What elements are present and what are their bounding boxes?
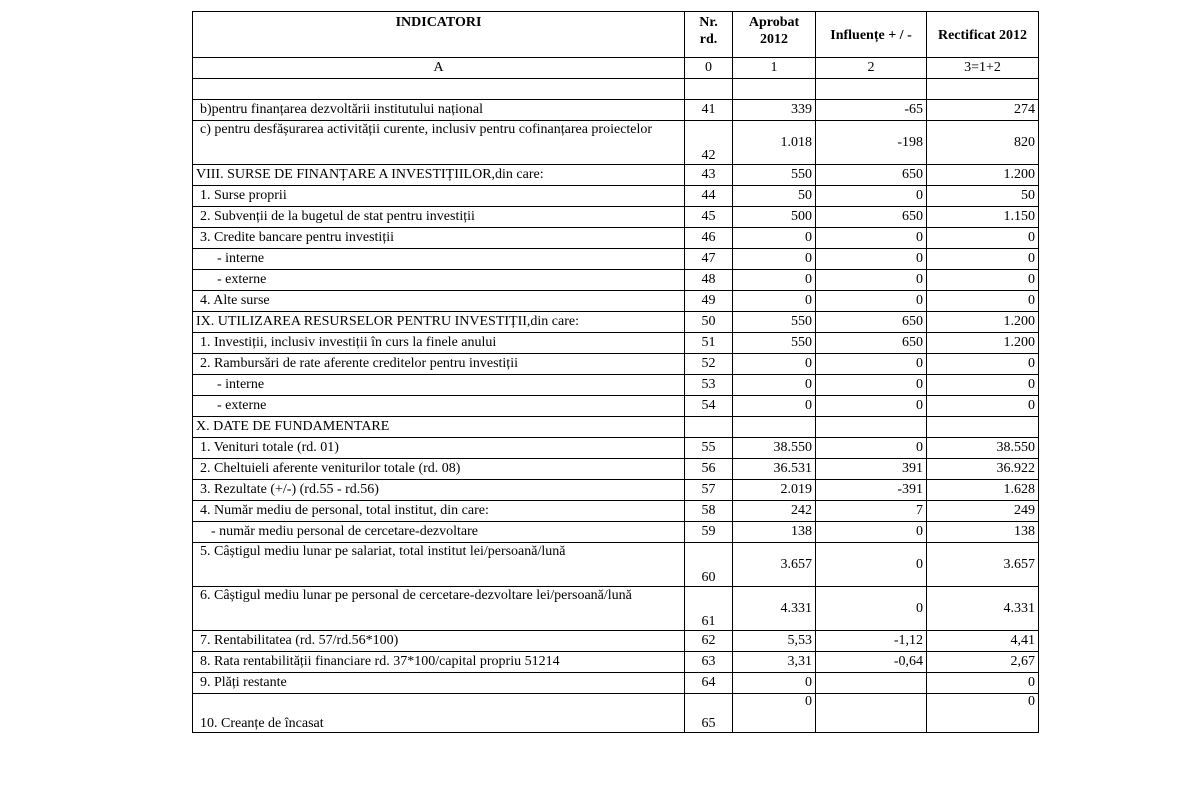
table-row <box>193 249 1039 270</box>
value-rectificat: 0 <box>927 228 1039 249</box>
row-number: 46 <box>685 228 733 249</box>
row-number: 51 <box>685 333 733 354</box>
row-number: 42 <box>685 121 733 165</box>
header-rectificat: Rectificat 2012 <box>927 12 1039 58</box>
row-number: 58 <box>685 501 733 522</box>
value-rectificat <box>927 417 1039 438</box>
value-rectificat: 0 <box>927 249 1039 270</box>
row-label: b)pentru finanțarea dezvoltării institutului național <box>193 100 685 121</box>
row-label: 2. Rambursări de rate aferente creditelor pentru investiții <box>193 354 685 375</box>
value-rectificat: 4,41 <box>927 631 1039 652</box>
value-aprobat <box>733 417 816 438</box>
value-aprobat: 0 <box>733 291 816 312</box>
value-influente: 650 <box>816 207 927 228</box>
value-influente: 0 <box>816 270 927 291</box>
value-aprobat: 36.531 <box>733 459 816 480</box>
empty-row <box>193 79 1039 100</box>
table-row <box>193 186 1039 207</box>
value-aprobat: 0 <box>733 375 816 396</box>
table-row <box>193 631 1039 652</box>
value-rectificat: 38.550 <box>927 438 1039 459</box>
value-aprobat: 3,31 <box>733 652 816 673</box>
value-influente: -1,12 <box>816 631 927 652</box>
row-number: 53 <box>685 375 733 396</box>
table-row <box>193 270 1039 291</box>
value-influente: 391 <box>816 459 927 480</box>
row-number <box>685 417 733 438</box>
value-aprobat: 0 <box>733 249 816 270</box>
table-row <box>193 375 1039 396</box>
table-row <box>193 522 1039 543</box>
value-rectificat: 36.922 <box>927 459 1039 480</box>
table-row <box>193 694 1039 733</box>
value-aprobat: 1.018 <box>733 121 816 165</box>
row-number: 61 <box>685 587 733 631</box>
value-rectificat: 1.628 <box>927 480 1039 501</box>
table-row <box>193 121 1039 165</box>
value-aprobat: 0 <box>733 396 816 417</box>
row-number: 55 <box>685 438 733 459</box>
value-influente: 0 <box>816 438 927 459</box>
row-number: 60 <box>685 543 733 587</box>
value-rectificat: 138 <box>927 522 1039 543</box>
value-aprobat: 550 <box>733 312 816 333</box>
row-number: 41 <box>685 100 733 121</box>
row-number: 50 <box>685 312 733 333</box>
value-rectificat: 1.200 <box>927 333 1039 354</box>
value-aprobat: 0 <box>733 270 816 291</box>
empty-cell <box>193 79 685 100</box>
table-row <box>193 587 1039 631</box>
header-aprobat: Aprobat 2012 <box>733 12 816 58</box>
row-label: 1. Surse proprii <box>193 186 685 207</box>
value-rectificat: 2,67 <box>927 652 1039 673</box>
row-label: X. DATE DE FUNDAMENTARE <box>193 417 685 438</box>
row-label: 4. Număr mediu de personal, total institut, din care: <box>193 501 685 522</box>
value-aprobat: 0 <box>733 228 816 249</box>
row-label: 8. Rata rentabilității financiare rd. 37*100/capital propriu 51214 <box>193 652 685 673</box>
row-number: 54 <box>685 396 733 417</box>
row-label: 10. Creanțe de încasat <box>193 694 685 733</box>
value-influente: 650 <box>816 165 927 186</box>
value-influente: 650 <box>816 333 927 354</box>
value-aprobat: 2.019 <box>733 480 816 501</box>
row-label: IX. UTILIZAREA RESURSELOR PENTRU INVESTIȚII,din care: <box>193 312 685 333</box>
value-influente: 0 <box>816 354 927 375</box>
value-rectificat: 0 <box>927 375 1039 396</box>
table-row <box>193 501 1039 522</box>
row-label: 1. Venituri totale (rd. 01) <box>193 438 685 459</box>
row-label: 3. Rezultate (+/-) (rd.55 - rd.56) <box>193 480 685 501</box>
table-row <box>193 543 1039 587</box>
row-number: 48 <box>685 270 733 291</box>
row-label: 7. Rentabilitatea (rd. 57/rd.56*100) <box>193 631 685 652</box>
value-aprobat: 3.657 <box>733 543 816 587</box>
value-aprobat: 4.331 <box>733 587 816 631</box>
value-influente: 0 <box>816 587 927 631</box>
value-aprobat: 500 <box>733 207 816 228</box>
subheader-influente: 2 <box>816 58 927 79</box>
table-row <box>193 459 1039 480</box>
empty-cell <box>816 79 927 100</box>
row-label: 2. Cheltuieli aferente veniturilor totale (rd. 08) <box>193 459 685 480</box>
value-rectificat: 0 <box>927 270 1039 291</box>
table-row <box>193 207 1039 228</box>
value-influente: -391 <box>816 480 927 501</box>
value-aprobat: 38.550 <box>733 438 816 459</box>
table-row <box>193 312 1039 333</box>
header-influente: Influențe + / - <box>816 12 927 58</box>
header-nr-rd: Nr. rd. <box>685 12 733 58</box>
subheader-nr: 0 <box>685 58 733 79</box>
header-row <box>193 12 1039 58</box>
row-number: 56 <box>685 459 733 480</box>
value-influente <box>816 673 927 694</box>
table-row <box>193 291 1039 312</box>
row-label: - interne <box>193 249 685 270</box>
value-rectificat: 1.200 <box>927 312 1039 333</box>
row-label: 6. Câștigul mediu lunar pe personal de cercetare-dezvoltare lei/persoană/lună <box>193 587 685 631</box>
value-influente: 0 <box>816 249 927 270</box>
value-rectificat: 249 <box>927 501 1039 522</box>
row-number: 45 <box>685 207 733 228</box>
empty-cell <box>927 79 1039 100</box>
header-indicatori: INDICATORI <box>193 12 685 58</box>
subheader-row <box>193 58 1039 79</box>
value-influente: 7 <box>816 501 927 522</box>
value-rectificat: 4.331 <box>927 587 1039 631</box>
value-influente: -65 <box>816 100 927 121</box>
row-label: c) pentru desfășurarea activității curente, inclusiv pentru cofinanțarea proiectelor <box>193 121 685 165</box>
row-label: 3. Credite bancare pentru investiții <box>193 228 685 249</box>
value-rectificat: 0 <box>927 694 1039 733</box>
value-influente <box>816 417 927 438</box>
table-row <box>193 396 1039 417</box>
row-number: 44 <box>685 186 733 207</box>
value-rectificat: 274 <box>927 100 1039 121</box>
table-row <box>193 100 1039 121</box>
value-aprobat: 550 <box>733 165 816 186</box>
value-rectificat: 0 <box>927 673 1039 694</box>
table-row <box>193 438 1039 459</box>
value-aprobat: 0 <box>733 694 816 733</box>
row-label: 4. Alte surse <box>193 291 685 312</box>
value-influente: 0 <box>816 396 927 417</box>
table-row <box>193 480 1039 501</box>
row-label: 2. Subvenții de la bugetul de stat pentru investiții <box>193 207 685 228</box>
table-row <box>193 354 1039 375</box>
value-rectificat: 3.657 <box>927 543 1039 587</box>
value-influente: 0 <box>816 522 927 543</box>
table-row <box>193 417 1039 438</box>
budget-table <box>192 11 1039 733</box>
table-row <box>193 228 1039 249</box>
row-label: - număr mediu personal de cercetare-dezvoltare <box>193 522 685 543</box>
value-aprobat: 138 <box>733 522 816 543</box>
value-rectificat: 820 <box>927 121 1039 165</box>
subheader-rectificat: 3=1+2 <box>927 58 1039 79</box>
empty-cell <box>733 79 816 100</box>
row-label: 1. Investiții, inclusiv investiții în curs la finele anului <box>193 333 685 354</box>
value-influente: 0 <box>816 228 927 249</box>
value-influente: 0 <box>816 375 927 396</box>
row-number: 49 <box>685 291 733 312</box>
row-number: 57 <box>685 480 733 501</box>
value-rectificat: 0 <box>927 291 1039 312</box>
value-influente <box>816 694 927 733</box>
value-influente: 0 <box>816 543 927 587</box>
table-row <box>193 333 1039 354</box>
row-number: 47 <box>685 249 733 270</box>
value-rectificat: 50 <box>927 186 1039 207</box>
row-number: 64 <box>685 673 733 694</box>
row-label: 9. Plăți restante <box>193 673 685 694</box>
row-label: VIII. SURSE DE FINANȚARE A INVESTIȚIILOR,din care: <box>193 165 685 186</box>
value-rectificat: 1.200 <box>927 165 1039 186</box>
row-label: - externe <box>193 270 685 291</box>
row-label: - interne <box>193 375 685 396</box>
row-number: 52 <box>685 354 733 375</box>
value-aprobat: 242 <box>733 501 816 522</box>
empty-cell <box>685 79 733 100</box>
row-label: - externe <box>193 396 685 417</box>
value-influente: -198 <box>816 121 927 165</box>
value-influente: 0 <box>816 186 927 207</box>
table-row <box>193 165 1039 186</box>
value-rectificat: 1.150 <box>927 207 1039 228</box>
row-number: 65 <box>685 694 733 733</box>
value-influente: 650 <box>816 312 927 333</box>
value-rectificat: 0 <box>927 396 1039 417</box>
value-aprobat: 550 <box>733 333 816 354</box>
value-aprobat: 50 <box>733 186 816 207</box>
row-number: 62 <box>685 631 733 652</box>
table-row <box>193 673 1039 694</box>
row-label: 5. Câștigul mediu lunar pe salariat, total institut lei/persoană/lună <box>193 543 685 587</box>
value-influente: -0,64 <box>816 652 927 673</box>
subheader-aprobat: 1 <box>733 58 816 79</box>
value-influente: 0 <box>816 291 927 312</box>
table-row <box>193 652 1039 673</box>
value-aprobat: 339 <box>733 100 816 121</box>
row-number: 43 <box>685 165 733 186</box>
value-aprobat: 5,53 <box>733 631 816 652</box>
value-aprobat: 0 <box>733 673 816 694</box>
row-number: 59 <box>685 522 733 543</box>
value-aprobat: 0 <box>733 354 816 375</box>
value-rectificat: 0 <box>927 354 1039 375</box>
subheader-a: A <box>193 58 685 79</box>
row-number: 63 <box>685 652 733 673</box>
